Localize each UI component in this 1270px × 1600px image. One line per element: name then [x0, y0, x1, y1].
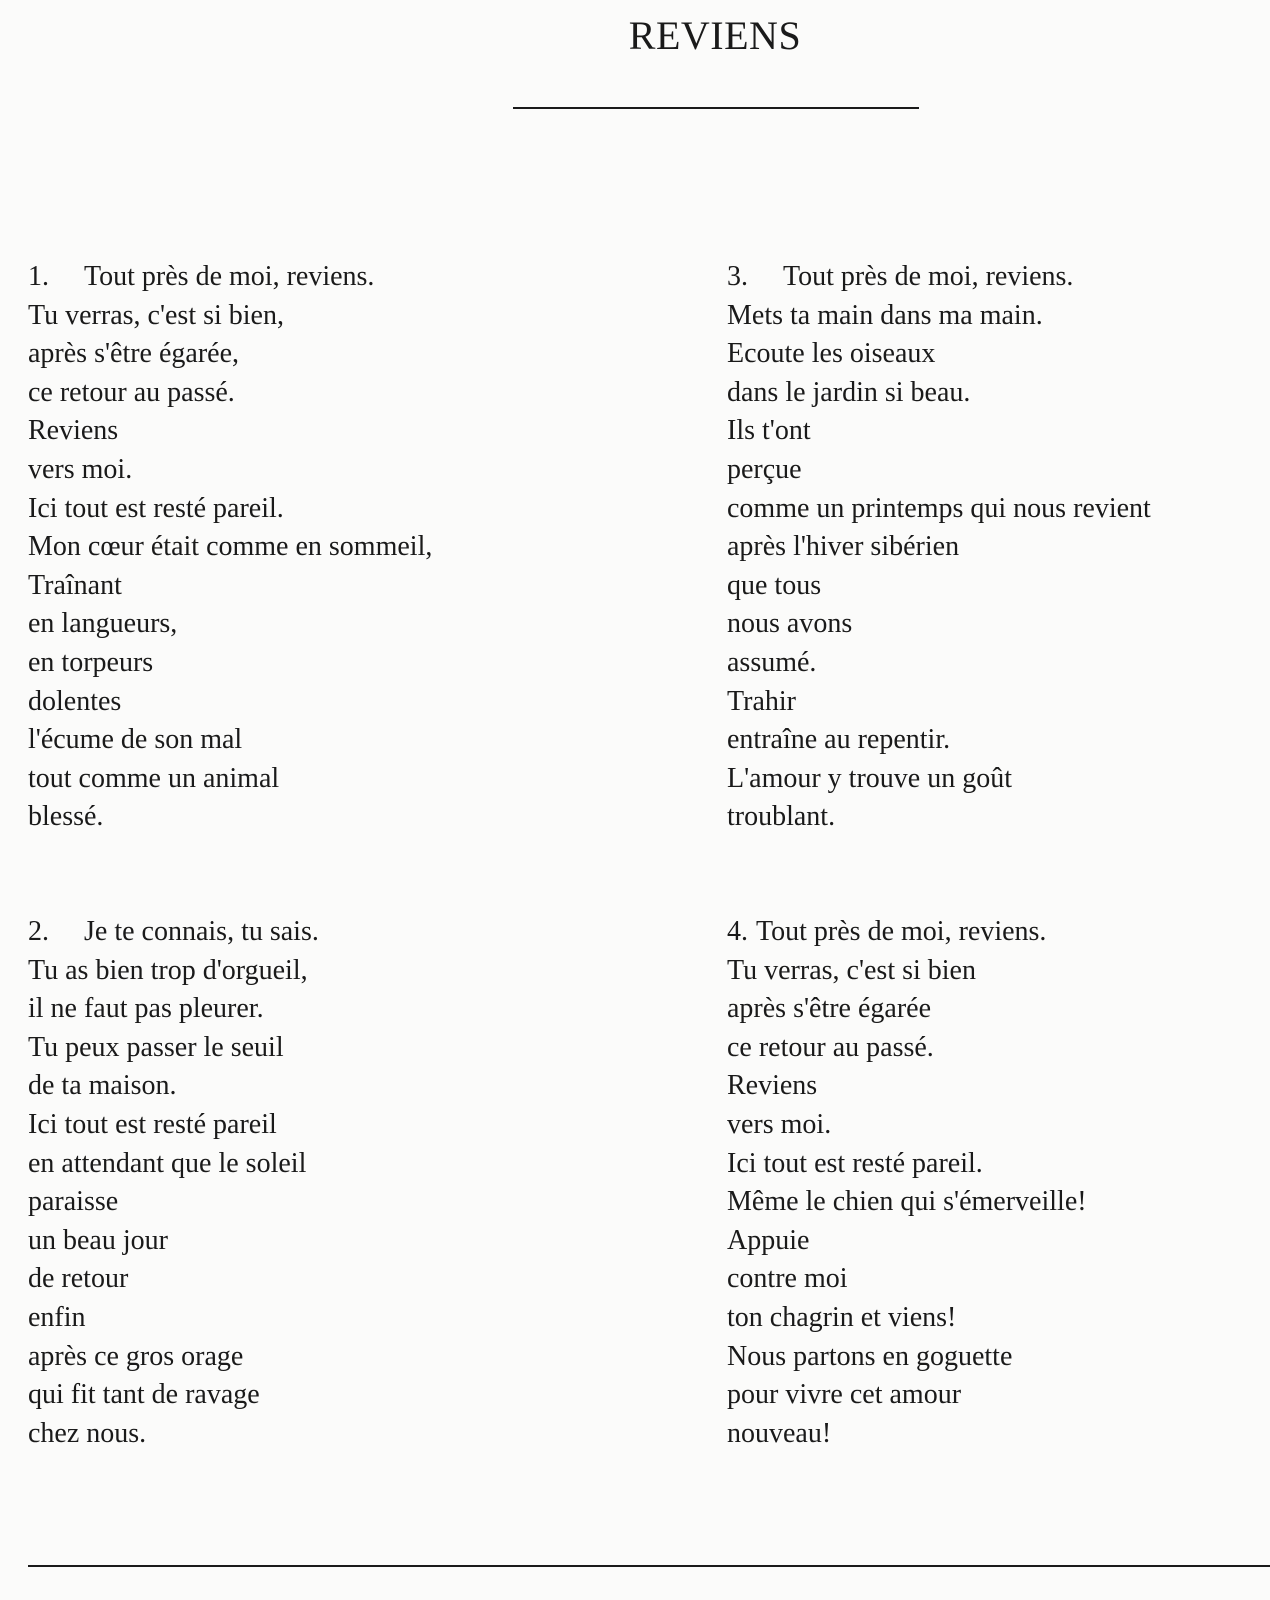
verse-line: Tu peux passer le seuil — [28, 1031, 284, 1063]
stanza-number: 3. — [727, 261, 748, 292]
verse-line: ce retour au passé. — [727, 1031, 934, 1063]
verse-line: l'écume de son mal — [28, 724, 243, 756]
verse-line: vers moi. — [28, 453, 133, 485]
verse-line: nouveau! — [727, 1417, 832, 1449]
verse-line: de retour — [28, 1263, 129, 1295]
verse-line: il ne faut pas pleurer. — [28, 993, 264, 1025]
verse-line: Tu as bien trop d'orgueil, — [28, 954, 308, 986]
verse-line: après s'être égarée — [727, 993, 932, 1025]
verse-line: entraîne au repentir. — [727, 724, 951, 756]
verse-line: Reviens — [28, 415, 119, 447]
verse-line: Ici tout est resté pareil — [28, 1108, 277, 1140]
verse-line: tout comme un animal — [28, 762, 280, 794]
verse-line: Trahir — [727, 685, 796, 717]
verse-line: après l'hiver sibérien — [727, 531, 960, 563]
title-underline — [513, 107, 919, 109]
verse-line: en torpeurs — [28, 646, 154, 678]
verse-line: un beau jour — [28, 1224, 168, 1256]
stanza-first-line-text: Tout près de moi, reviens. — [783, 261, 1074, 292]
verse-line: ton chagrin et viens! — [727, 1301, 957, 1333]
verse-line: vers moi. — [727, 1108, 832, 1140]
stanza-1 — [28, 258, 432, 837]
verse-line: que tous — [727, 569, 822, 601]
verse-line: Tu verras, c'est si bien — [727, 954, 976, 986]
stanza-first-line — [28, 258, 432, 297]
stanza-3 — [727, 258, 1151, 837]
stanza-first-line-text: Tout près de moi, reviens. — [756, 916, 1047, 947]
verse-line: après ce gros orage — [28, 1340, 244, 1372]
stanza-number: 1. — [28, 261, 49, 292]
verse-line: Même le chien qui s'émerveille! — [727, 1186, 1087, 1218]
stanza-first-line — [28, 913, 319, 952]
stanza-4 — [727, 913, 1087, 1453]
verse-line: ce retour au passé. — [28, 376, 235, 408]
stanza-2 — [28, 913, 319, 1453]
stanza-first-line-text: Tout près de moi, reviens. — [84, 261, 375, 292]
verse-line: Appuie — [727, 1224, 810, 1256]
verse-line: blessé. — [28, 801, 104, 833]
stanza-number: 2. — [28, 916, 49, 947]
verse-line: Nous partons en goguette — [727, 1340, 1013, 1372]
verse-line: Ecoute les oiseaux — [727, 338, 936, 370]
stanza-first-line — [727, 913, 1087, 952]
verse-line: en attendant que le soleil — [28, 1147, 307, 1179]
verse-line: assumé. — [727, 646, 817, 678]
verse-line: chez nous. — [28, 1417, 147, 1449]
verse-line: Ici tout est resté pareil. — [727, 1147, 983, 1179]
verse-line: Traînant — [28, 569, 122, 601]
verse-line: troublant. — [727, 801, 836, 833]
stanza-first-line — [727, 258, 1151, 297]
verse-line: Mets ta main dans ma main. — [727, 299, 1043, 331]
verse-line: enfin — [28, 1301, 86, 1333]
verse-line: contre moi — [727, 1263, 848, 1295]
page-title: REVIENS — [628, 13, 802, 58]
verse-line: Tu verras, c'est si bien, — [28, 299, 284, 331]
stanza-first-line-text: Je te connais, tu sais. — [84, 916, 319, 947]
verse-line: pour vivre cet amour — [727, 1379, 962, 1411]
verse-line: Mon cœur était comme en sommeil, — [28, 531, 433, 563]
verse-line: paraisse — [28, 1186, 119, 1218]
verse-line: en langueurs, — [28, 608, 178, 640]
verse-line: comme un printemps qui nous revient — [727, 492, 1151, 524]
verse-line: après s'être égarée, — [28, 338, 240, 370]
verse-line: qui fit tant de ravage — [28, 1379, 260, 1411]
verse-line: Ici tout est resté pareil. — [28, 492, 284, 524]
verse-line: nous avons — [727, 608, 853, 640]
stanza-number: 4. — [727, 916, 748, 947]
verse-line: perçue — [727, 453, 802, 485]
footer-rule — [28, 1565, 1270, 1567]
verse-line: de ta maison. — [28, 1070, 177, 1102]
verse-line: Ils t'ont — [727, 415, 811, 447]
verse-line: dolentes — [28, 685, 122, 717]
verse-line: dans le jardin si beau. — [727, 376, 971, 408]
verse-line: Reviens — [727, 1070, 818, 1102]
verse-line: L'amour y trouve un goût — [727, 762, 1012, 794]
